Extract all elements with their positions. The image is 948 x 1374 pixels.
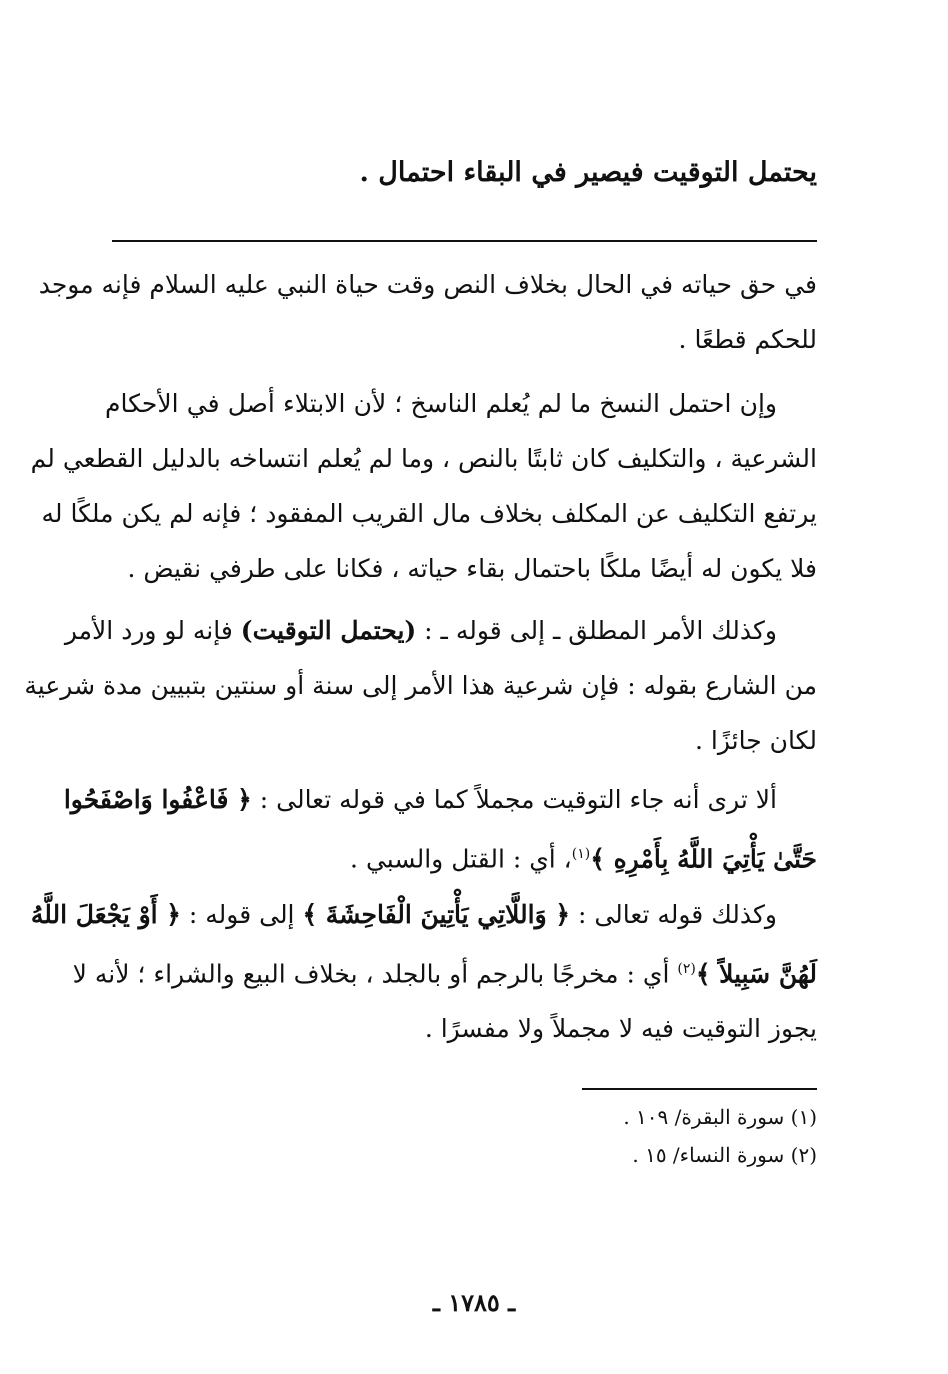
quran-verse: ﴿ أَوْ يَجْعَلَ اللَّهُ [30,900,181,929]
text-line: يجوز التوقيت فيه لا مجملاً ولا مفسرًا . [424,1014,817,1044]
footnote-separator [582,1088,817,1090]
text-line: للحكم قطعًا . [678,325,817,354]
quoted-phrase: (يحتمل التوقيت) [240,616,417,645]
footnote-ref: (١) [571,846,591,862]
separator-rule [112,240,817,242]
text-line: لكان جائزًا . [694,726,817,755]
text-line: ألا ترى أنه جاء التوقيت مجملاً كما في قوله تعالى : ﴿ فَاعْفُوا وَاصْفَحُوا [63,785,777,814]
paragraph-3 [24,603,817,768]
footnote-ref: (٢) [677,961,696,977]
quran-verse: ﴿ وَاللَّاتِي يَأْتِينَ الْفَاحِشَةَ ﴾ [302,900,571,929]
paragraph-1 [38,257,817,367]
text-line: وكذلك قوله تعالى : ﴿ وَاللَّاتِي يَأْتِينَ الْفَاحِشَةَ ﴾ إلى قوله : ﴿ أَوْ يَجْعَلَ اللَّهُ [30,900,777,929]
quran-verse: حَتَّىٰ يَأْتِيَ اللَّهُ بِأَمْرِهِ ﴾ [590,844,817,874]
text-line: من الشارع بقوله : فإن شرعية هذا الأمر إلى سنة أو سنتين بتبيين مدة شرعية [24,671,817,700]
paragraph-5 [30,887,817,1056]
text-line: يرتفع التكليف عن المكلف بخلاف مال القريب المفقود ؛ فإنه لم يكن ملكًا له [41,499,817,528]
footnote-1: (١) سورة البقرة/ ١٠٩ . [623,1105,817,1129]
text-line: حَتَّىٰ يَأْتِيَ اللَّهُ بِأَمْرِهِ ﴾$^{(١)}$، أي : القتل والسبي . [350,844,817,874]
text-line: وإن احتمل النسخ ما لم يُعلم الناسخ ؛ لأن الابتلاء أصل في الأحكام [105,389,777,418]
text-line: الشرعية ، والتكليف كان ثابتًا بالنص ، وما لم يُعلم انتساخه بالدليل القطعي لم [30,444,817,473]
page-number: ـ ١٧٨٥ ـ [432,1288,516,1317]
paragraph-4 [63,772,817,886]
text-line: فلا يكون له أيضًا ملكًا باحتمال بقاء حياته ، فكانا على طرفي نقيض . [127,554,817,583]
text-line: في حق حياته في الحال بخلاف النص وقت حياة النبي عليه السلام فإنه موجد [38,270,817,299]
quran-verse: ﴿ فَاعْفُوا وَاصْفَحُوا [63,785,252,814]
paragraph-2 [30,376,817,596]
text-line: وكذلك الأمر المطلق ـ إلى قوله ـ : (يحتمل التوقيت) فإنه لو ورد الأمر [64,616,777,645]
footnote-2: (٢) سورة النساء/ ١٥ . [632,1143,817,1167]
quran-verse: لَهُنَّ سَبِيلاً ﴾ [695,959,817,989]
top-continuation-text: يحتمل التوقيت فيصير في البقاء احتمال . [359,157,817,188]
text-line: لَهُنَّ سَبِيلاً ﴾$^{(٢)}$ أي : مخرجًا بالرجم أو بالجلد ، بخلاف البيع والشراء ؛ لأنه لا [72,959,817,989]
